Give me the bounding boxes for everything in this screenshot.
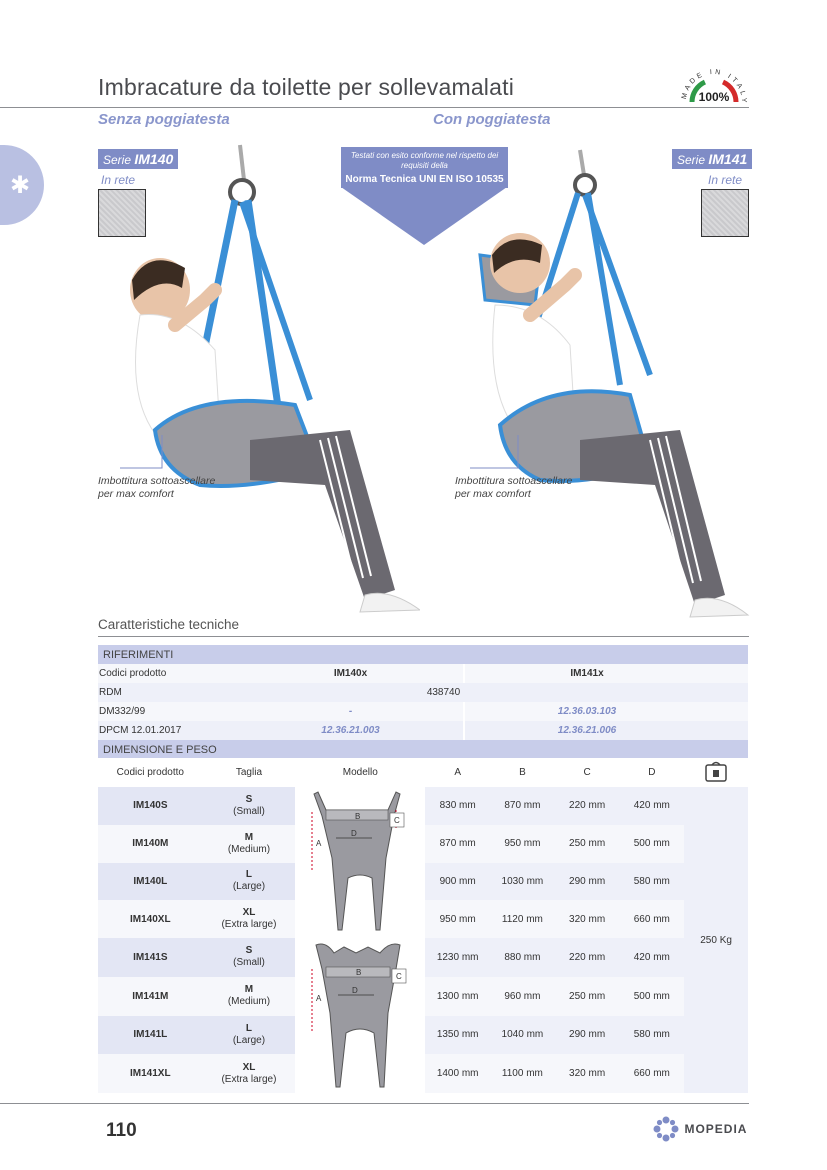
specs-title: Caratteristiche tecniche [98, 617, 240, 632]
item-code: IM140L [98, 863, 203, 901]
subtitle-left: Senza poggiatesta [98, 111, 230, 128]
item-code: IM141XL [98, 1054, 203, 1093]
item-size: M (Medium) [203, 825, 296, 863]
value-d: 580 mm [619, 1016, 684, 1055]
value-d: 420 mm [619, 787, 684, 825]
references-table [98, 645, 748, 759]
brand-name: MOPEDIA [684, 1122, 748, 1137]
svg-text:C: C [396, 972, 403, 981]
header-divider [0, 107, 749, 108]
item-code: IM141M [98, 977, 203, 1016]
row-label: Codici prodotto [99, 668, 167, 679]
item-size: M (Medium) [203, 977, 296, 1016]
value-b: 960 mm [490, 977, 555, 1016]
header-c: C [583, 767, 591, 778]
subtitle-right: Con poggiatesta [433, 111, 551, 128]
value-d: 420 mm [619, 938, 684, 977]
svg-text:D: D [351, 829, 358, 838]
item-code: IM141L [98, 1016, 203, 1055]
photo-sling-with-headrest [470, 145, 750, 635]
svg-text:B: B [355, 812, 361, 821]
value-d: 500 mm [619, 825, 684, 863]
brand-logo [652, 1115, 747, 1143]
value-a: 1300 mm [425, 977, 490, 1016]
svg-text:C: C [394, 816, 401, 825]
item-code: IM140XL [98, 900, 203, 938]
value-b: 1100 mm [490, 1054, 555, 1093]
material-right: In rete [708, 173, 743, 187]
row-label: RDM [99, 687, 122, 698]
value-a: 1230 mm [425, 938, 490, 977]
header-model: Modello [342, 767, 378, 778]
value-c: 220 mm [555, 938, 620, 977]
header-d: D [648, 767, 656, 778]
value-b: 1030 mm [490, 863, 555, 901]
svg-text:MADE IN ITALY: MADE IN ITALY [680, 68, 748, 106]
section-header-references: RIFERIMENTI [103, 648, 174, 661]
svg-text:B: B [356, 968, 362, 977]
value-b: 1120 mm [490, 900, 555, 938]
item-code: IM141S [98, 938, 203, 977]
value-d: 660 mm [619, 1054, 684, 1093]
specs-divider [98, 636, 749, 637]
value-a: 950 mm [425, 900, 490, 938]
dimensions-table [98, 758, 748, 1093]
note-left: Imbottitura sottoascellare per max comfort [98, 475, 216, 500]
value-c: 290 mm [555, 1016, 620, 1055]
code-im141x: IM141x [570, 668, 604, 679]
row-label: DPCM 12.01.2017 [99, 725, 182, 736]
conformity-badge: Testati con esito conforme nel rispetto dei requisiti della Norma Tecnica UNI EN ISO 10535 [341, 147, 508, 245]
dpcm-im141: 12.36.21.006 [557, 725, 617, 736]
value-c: 250 mm [555, 825, 620, 863]
value-c: 220 mm [555, 787, 620, 825]
item-size: XL (Extra large) [203, 1054, 296, 1093]
model-diagram-im141 [295, 938, 425, 1093]
item-size: S (Small) [203, 938, 296, 977]
item-code: IM140S [98, 787, 203, 825]
value-c: 290 mm [555, 863, 620, 901]
dpcm-im140: 12.36.21.003 [238, 721, 464, 740]
svg-text:D: D [352, 986, 359, 995]
value-d: 580 mm [619, 863, 684, 901]
model-diagram-im140 [295, 787, 425, 938]
table-row [98, 787, 748, 825]
weight-capacity-icon [684, 758, 748, 787]
item-size: L (Large) [203, 863, 296, 901]
page-number: 110 [106, 1120, 137, 1141]
section-header-dimensions: DIMENSIONE E PESO [103, 743, 217, 756]
dm332-im141: 12.36.03.103 [557, 706, 617, 717]
value-b: 880 mm [490, 938, 555, 977]
value-d: 660 mm [619, 900, 684, 938]
value-a: 900 mm [425, 863, 490, 901]
header-size: Taglia [235, 767, 263, 778]
value-c: 320 mm [555, 1054, 620, 1093]
serie-label-right: Serie IM141 [672, 149, 752, 169]
item-size: S (Small) [203, 787, 296, 825]
value-c: 250 mm [555, 977, 620, 1016]
value-a: 1350 mm [425, 1016, 490, 1055]
code-im140x: IM140x [238, 664, 464, 683]
serie-label-left: Serie IM140 [98, 149, 178, 169]
value-d: 500 mm [619, 977, 684, 1016]
value-b: 870 mm [490, 787, 555, 825]
svg-text:100%: 100% [698, 90, 730, 104]
dm332-im140: - [238, 702, 464, 721]
note-right: Imbottitura sottoascellare per max comfort [455, 475, 573, 500]
item-size: XL (Extra large) [203, 900, 296, 938]
section-tab [0, 145, 44, 225]
svg-text:A: A [316, 994, 322, 1003]
made-in-italy-logo [678, 62, 750, 106]
page-title: Imbracature da toilette per sollevamalati [98, 74, 515, 100]
header-code: Codici prodotto [116, 767, 184, 778]
photo-sling-without-headrest [120, 140, 420, 630]
value-a: 870 mm [425, 825, 490, 863]
item-size: L (Large) [203, 1016, 296, 1055]
value-b: 950 mm [490, 825, 555, 863]
weight-capacity: 250 Kg [684, 787, 748, 1093]
value-b: 1040 mm [490, 1016, 555, 1055]
value-a: 1400 mm [425, 1054, 490, 1093]
material-left: In rete [101, 173, 136, 187]
header-a: A [454, 767, 461, 778]
value-a: 830 mm [425, 787, 490, 825]
header-b: B [519, 767, 526, 778]
value-c: 320 mm [555, 900, 620, 938]
svg-text:A: A [316, 839, 322, 848]
rdm-value: 438740 [426, 687, 461, 698]
table-row [98, 938, 748, 977]
item-code: IM140M [98, 825, 203, 863]
mopedia-flower-icon [652, 1115, 680, 1143]
footer-divider [0, 1103, 749, 1104]
row-label: DM332/99 [99, 706, 146, 717]
asterisk-icon: ✱ [10, 172, 31, 199]
